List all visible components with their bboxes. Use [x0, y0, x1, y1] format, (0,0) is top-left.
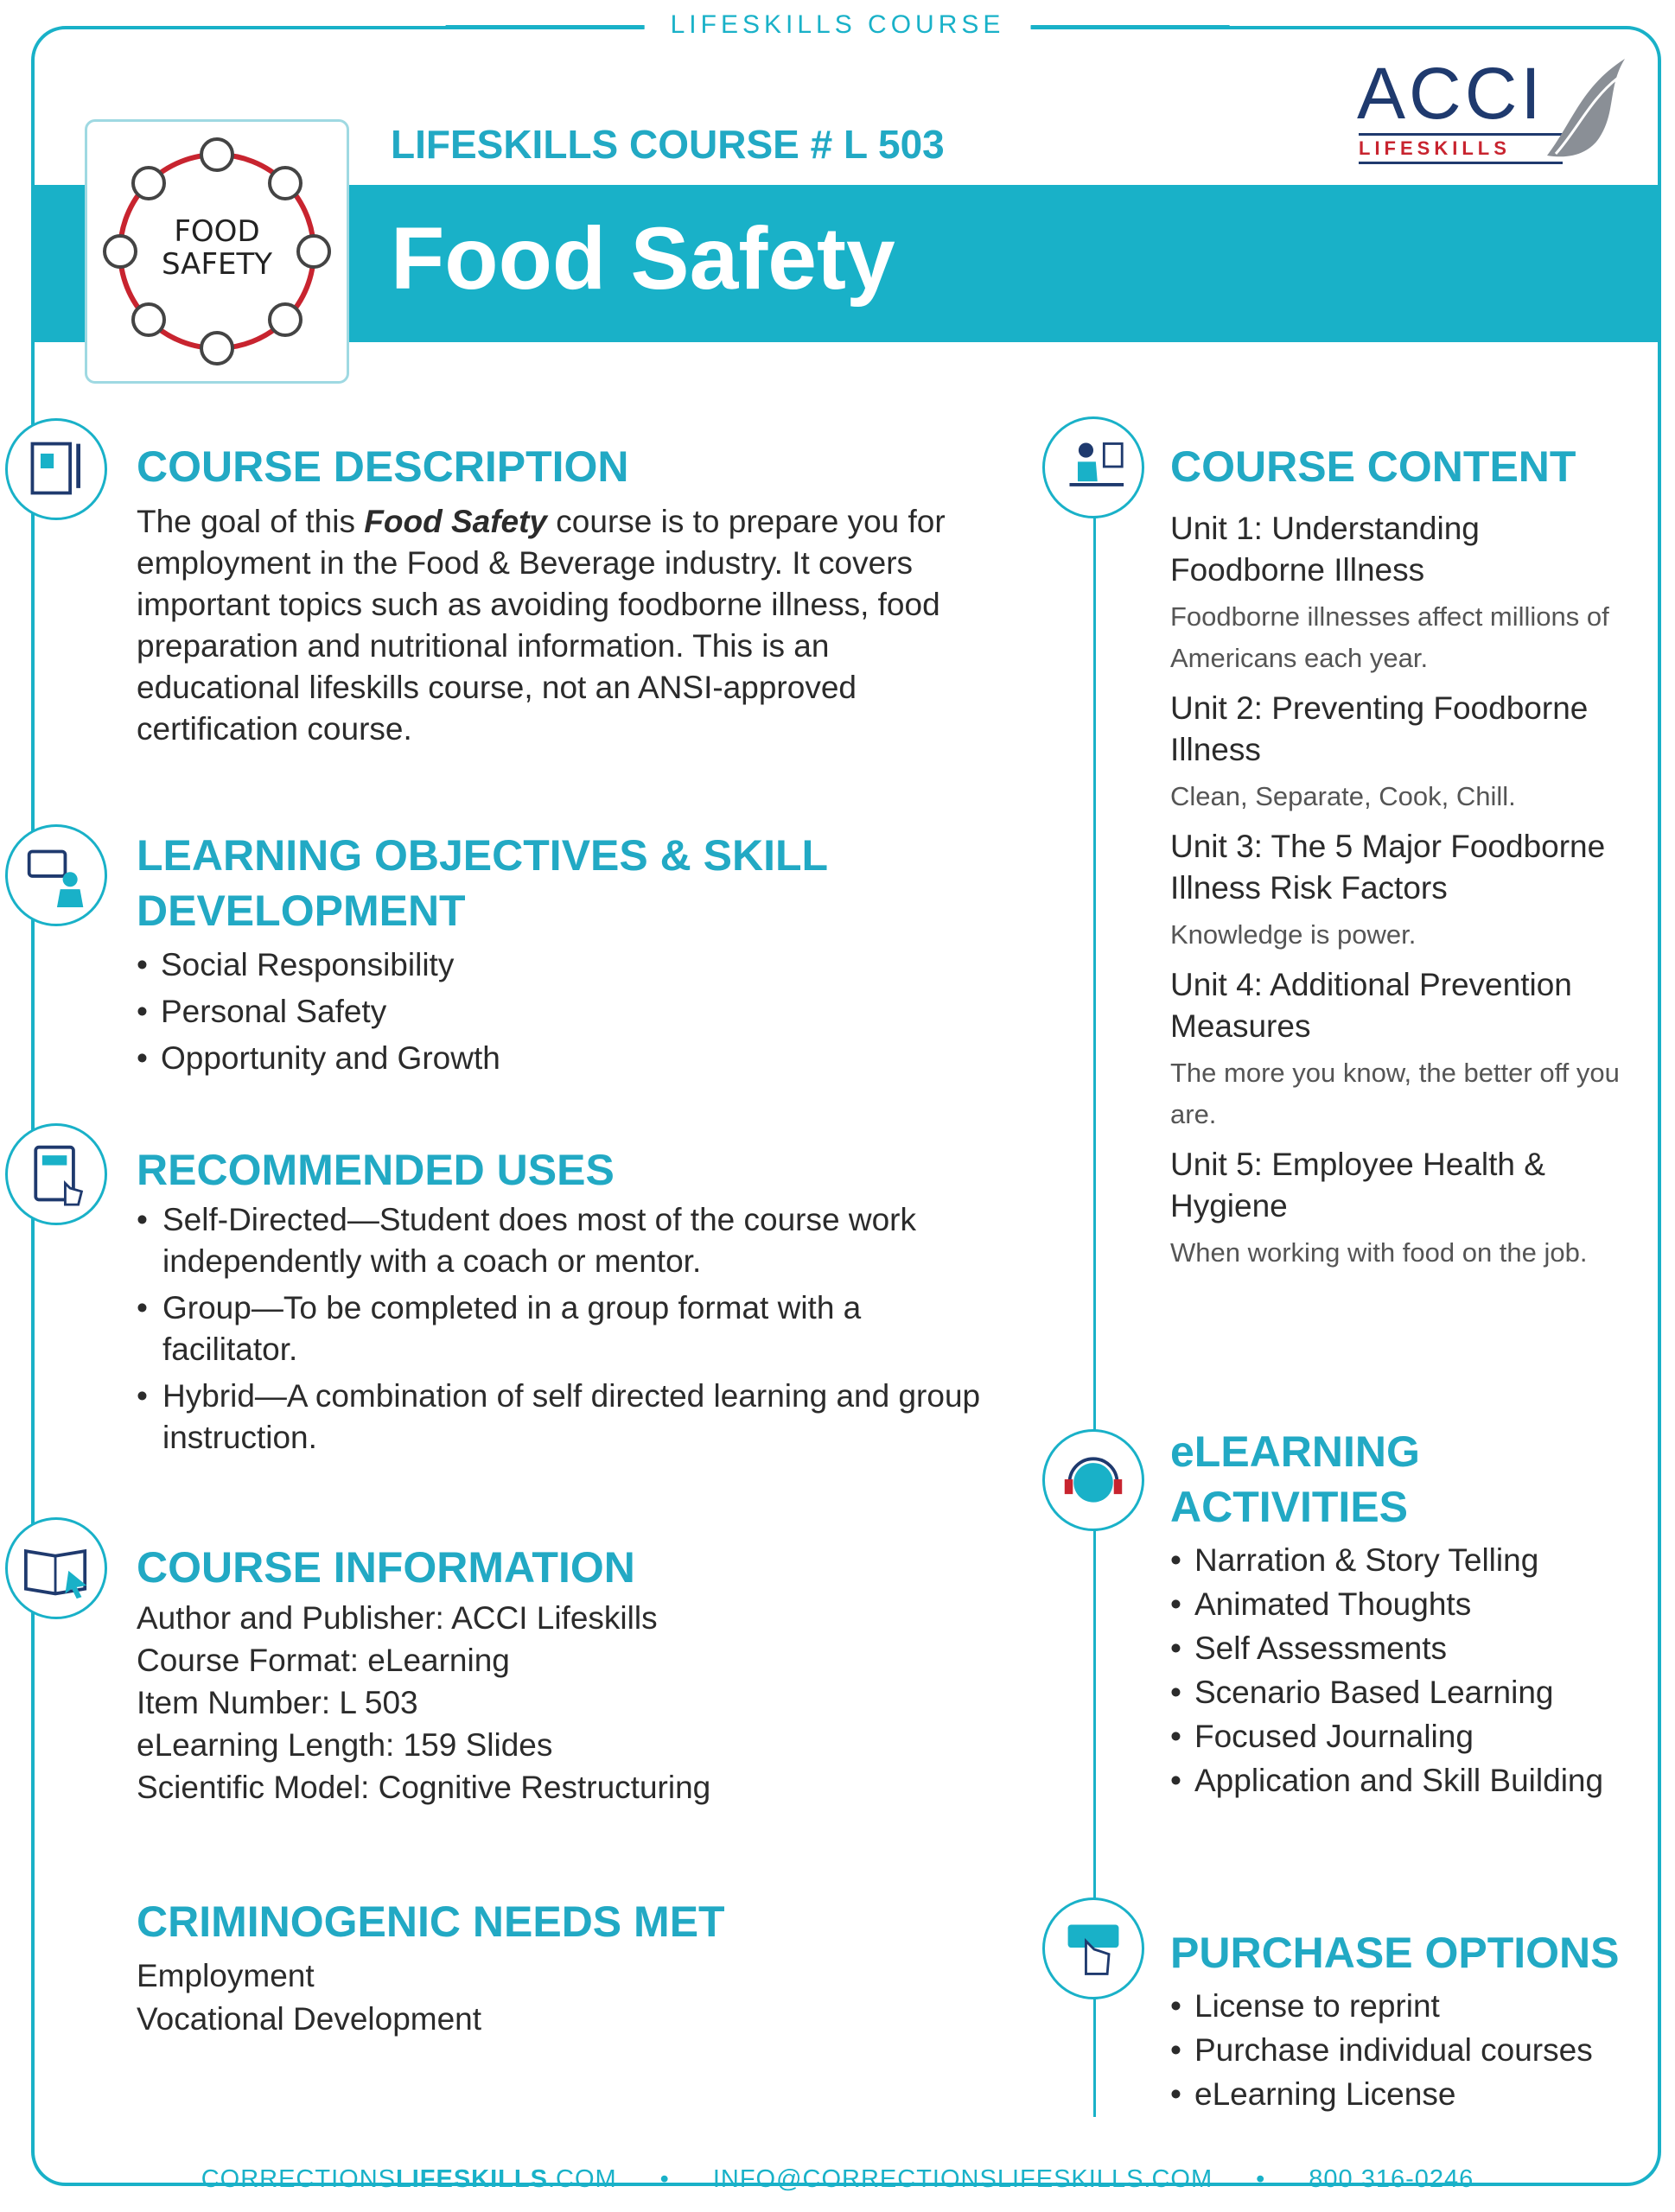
info-row: Course Format: eLearning	[137, 1643, 510, 1678]
list-item: • Opportunity and Growth	[137, 1035, 500, 1082]
list-item: Employment	[137, 1958, 315, 1993]
course-content-heading: COURSE CONTENT	[1170, 442, 1576, 491]
info-row: Scientific Model: Cognitive Restructuring	[137, 1770, 711, 1805]
food-safety-logo	[85, 119, 349, 384]
list-item: • Application and Skill Building	[1170, 1758, 1603, 1802]
list-item: • Hybrid—A combination of self directed learning and group instruction.	[137, 1376, 992, 1459]
footer-separator: •	[1256, 2165, 1266, 2193]
unit-title: Unit 3: The 5 Major Foodborne Illness Risk Factors	[1170, 829, 1606, 906]
learning-objectives-heading: LEARNING OBJECTIVES & SKILL DEVELOPMENT	[137, 831, 829, 935]
list-item: • Group—To be completed in a group format with a facilitator.	[137, 1287, 992, 1370]
info-row: Author and Publisher: ACCI Lifeskills	[137, 1600, 658, 1636]
info-row: Item Number: L 503	[137, 1685, 418, 1720]
course-description-emphasis: Food Safety	[364, 504, 548, 539]
list-item: • Personal Safety	[137, 988, 500, 1035]
book-pen-icon	[5, 418, 107, 520]
list-item: • Self-Directed—Student does most of the course work independently with a coach or mentor.	[137, 1199, 992, 1282]
acci-wordmark: ACCI	[1357, 53, 1544, 134]
timeline-line	[1093, 484, 1096, 2117]
recommended-uses-heading: RECOMMENDED USES	[137, 1146, 615, 1194]
purchase-list	[1170, 1984, 1593, 2116]
objectives-list	[137, 942, 500, 1082]
list-item: • License to reprint	[1170, 1984, 1593, 2028]
food-safety-wheel-icon	[87, 122, 347, 381]
unit-title: Unit 2: Preventing Foodborne Illness	[1170, 690, 1589, 767]
list-item: • Scenario Based Learning	[1170, 1670, 1603, 1714]
open-book-cursor-icon	[5, 1517, 107, 1619]
footer-separator: •	[659, 2165, 670, 2193]
logo-text-food: FOOD	[174, 214, 260, 249]
uses-list	[137, 1199, 992, 1464]
course-units	[1170, 508, 1637, 1282]
logo-text-safety: SAFETY	[161, 247, 273, 282]
unit-title: Unit 1: Understanding Foodborne Illness	[1170, 511, 1480, 588]
list-item: • Self Assessments	[1170, 1626, 1603, 1670]
elearning-activities-heading: eLEARNING ACTIVITIES	[1170, 1427, 1420, 1531]
person-at-desk-icon	[1042, 416, 1144, 518]
unit-description: Clean, Separate, Cook, Chill.	[1170, 781, 1516, 811]
criminogenic-needs-heading: CRIMINOGENIC NEEDS MET	[137, 1897, 725, 1946]
hand-card-icon	[1042, 1897, 1144, 1999]
globe-headset-icon	[1042, 1429, 1144, 1531]
elearning-list	[1170, 1538, 1603, 1802]
list-item: • Social Responsibility	[137, 942, 500, 988]
list-item: • Narration & Story Telling	[1170, 1538, 1603, 1582]
unit-description: Foodborne illnesses affect millions of Americans each year.	[1170, 601, 1609, 673]
page-title: Food Safety	[391, 209, 895, 308]
tablet-touch-icon	[5, 1123, 107, 1225]
phone-number: 800 316-0246	[1309, 2165, 1474, 2193]
course-information-rows	[137, 1597, 710, 1808]
unit-description: Knowledge is power.	[1170, 919, 1417, 950]
unit-description: When working with food on the job.	[1170, 1237, 1588, 1268]
list-item: • Animated Thoughts	[1170, 1582, 1603, 1626]
acci-subtitle: LIFESKILLS	[1359, 133, 1563, 164]
list-item: • Purchase individual courses	[1170, 2028, 1593, 2072]
frame-caption: LIFESKILLS COURSE	[645, 10, 1031, 40]
list-item: Vocational Development	[137, 2001, 482, 2037]
acci-logo	[1348, 53, 1634, 169]
footer	[0, 2165, 1675, 2194]
course-information-heading: COURSE INFORMATION	[137, 1543, 635, 1592]
course-description-text: The goal of this Food Safety course is to prepare you for employment in the Food & Beverage industry. It covers important topics such as avoiding foodborne illness, food preparation and nutritional information. This is an educational lifeskills course, not an ANSI-approved certification course.	[137, 504, 946, 747]
unit-description: The more you know, the better off you are.	[1170, 1058, 1620, 1129]
website-link[interactable]: CORRECTIONSLIFESKILLS.COM	[201, 2165, 617, 2193]
list-item: • eLearning License	[1170, 2072, 1593, 2116]
speaking-person-icon	[5, 824, 107, 926]
eagle-wing-icon	[1538, 52, 1634, 164]
info-row: eLearning Length: 159 Slides	[137, 1727, 553, 1763]
email-link[interactable]: INFO@CORRECTIONSLIFESKILLS.COM	[712, 2165, 1213, 2193]
purchase-options-heading: PURCHASE OPTIONS	[1170, 1929, 1620, 1977]
unit-title: Unit 5: Employee Health & Hygiene	[1170, 1147, 1545, 1224]
list-item: • Focused Journaling	[1170, 1714, 1603, 1758]
needs-list	[137, 1955, 481, 2041]
unit-title: Unit 4: Additional Prevention Measures	[1170, 967, 1572, 1044]
course-description-heading: COURSE DESCRIPTION	[137, 442, 629, 491]
course-number: LIFESKILLS COURSE # L 503	[391, 122, 945, 167]
